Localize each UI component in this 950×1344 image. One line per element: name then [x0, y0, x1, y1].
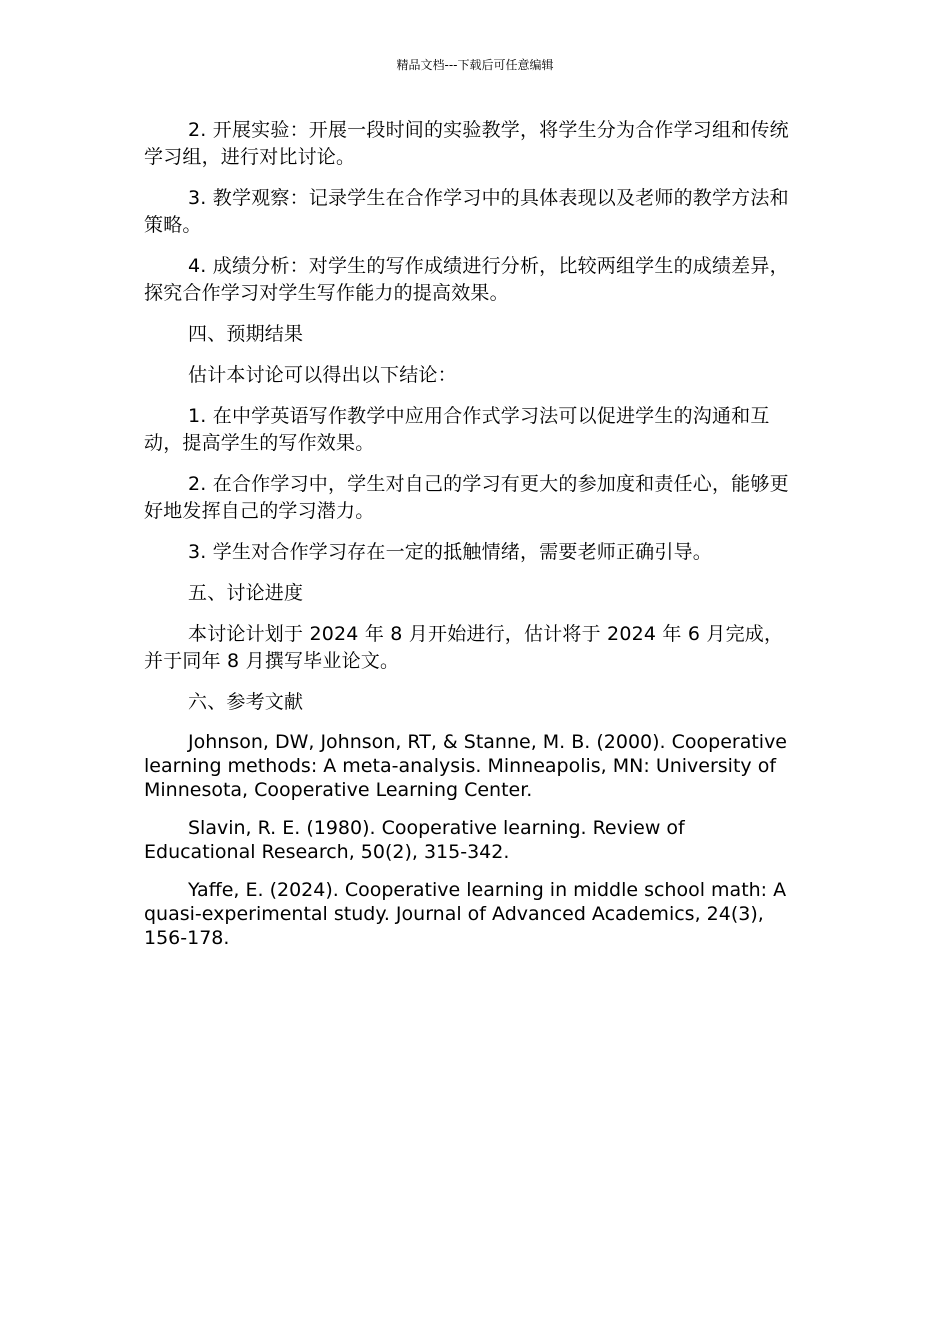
schedule-body: 本讨论计划于 2024 年 8 月开始进行，估计将于 2024 年 6 月完成，并于同年 8 月撰写毕业论文。 [144, 623, 784, 672]
document-body [144, 117, 800, 964]
expected-results-intro: 估计本讨论可以得出以下结论： [188, 364, 457, 386]
section-heading-expected-results: 四、预期结果 [188, 323, 304, 345]
method-step-2: 2. 开展实验：开展一段时间的实验教学，将学生分为合作学习组和传统学习组，进行对比讨论。 [144, 119, 789, 168]
reference-item: Johnson, DW, Johnson, RT, & Stanne, M. B. (2000). Cooperative learning methods: A meta-analysis. Minneapolis, MN: University of Minnesota, Cooperative Learning Center. [144, 731, 788, 801]
method-step-3: 3. 教学观察：记录学生在合作学习中的具体表现以及老师的教学方法和策略。 [144, 187, 789, 236]
reference-item: Slavin, R. E. (1980). Cooperative learning. Review of Educational Research, 50(2), 315-342. [144, 817, 685, 863]
expected-result-1: 1. 在中学英语写作教学中应用合作式学习法可以促进学生的沟通和互动，提高学生的写作效果。 [144, 405, 770, 454]
reference-item: Yaffe, E. (2024). Cooperative learning in middle school math: A quasi-experimental study. Journal of Advanced Academics, 24(3), 156-178. [144, 879, 787, 949]
method-step-4: 4. 成绩分析：对学生的写作成绩进行分析，比较两组学生的成绩差异，探究合作学习对学生写作能力的提高效果。 [144, 255, 789, 304]
expected-result-3: 3. 学生对合作学习存在一定的抵触情绪，需要老师正确引导。 [188, 541, 712, 563]
expected-result-2: 2. 在合作学习中，学生对自己的学习有更大的参加度和责任心，能够更好地发挥自己的学习潜力。 [144, 473, 789, 522]
section-heading-schedule: 五、讨论进度 [188, 582, 304, 604]
page-header: 精品文档---下载后可任意编辑 [396, 58, 554, 72]
section-heading-references: 六、参考文献 [188, 691, 304, 713]
